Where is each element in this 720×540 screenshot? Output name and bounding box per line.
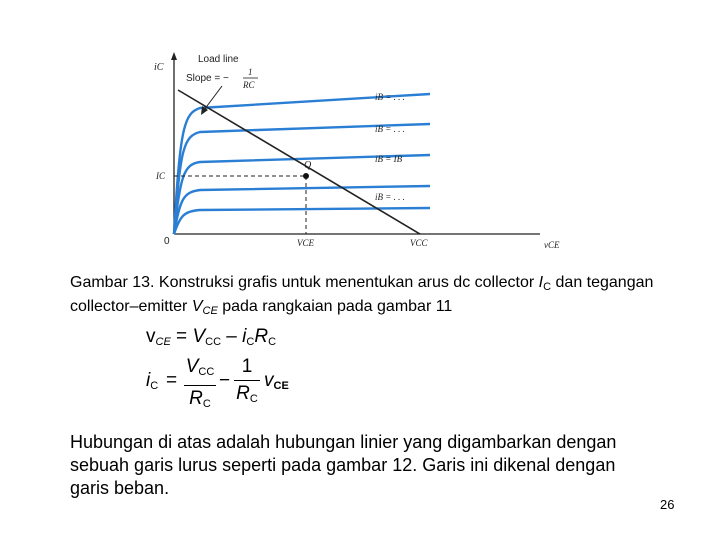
vcc-value-label: VCC (410, 238, 428, 248)
curve-label-1: iB = . . . (375, 92, 405, 102)
caption-vce-var: V (191, 298, 203, 315)
slope-numerator: 1 (248, 67, 253, 77)
f2-lhs-wrap (146, 370, 158, 392)
curve-label-3: iB = IB (375, 154, 403, 164)
f2-frac2-den: R (236, 383, 250, 404)
f2-frac2-den-sub: C (249, 393, 258, 405)
f1-v: v (146, 326, 156, 347)
f1-eq: = (170, 326, 193, 347)
f1-R-sub: C (268, 336, 277, 348)
f2-var-sub: CE (273, 380, 289, 392)
figure-caption (70, 273, 670, 321)
f2-lhs: i (146, 370, 151, 391)
f2-var: v (264, 370, 274, 391)
ic-value-label: IC (156, 171, 165, 181)
q-point (303, 173, 309, 179)
f2-frac1-num: V (185, 356, 199, 377)
vce-value-label: VCE (297, 238, 314, 248)
caption-suffix: pada rangkaian pada gambar 11 (217, 298, 453, 315)
f1-R: R (254, 326, 269, 347)
f1-minus: – (221, 326, 243, 347)
f2-frac1 (184, 356, 216, 415)
f2-eq: = (166, 370, 178, 391)
f2-var-wrap (264, 370, 289, 392)
f2-frac2-num: 1 (241, 356, 253, 377)
f2-frac1-num-sub: CC (198, 366, 215, 378)
caption-vce-sub: CE (202, 305, 218, 317)
origin-label: 0 (164, 236, 170, 247)
curve-label-2: iB = . . . (375, 124, 405, 134)
caption-ic-var: I (538, 274, 544, 291)
load-line-diagram (150, 48, 590, 253)
caption-middle: dan tegangan collector–emitter (70, 274, 654, 315)
q-label: Q (304, 160, 312, 171)
f2-lhs-sub: C (150, 380, 159, 392)
f2-frac1-den-sub: C (202, 398, 211, 410)
f1-V-sub: CC (205, 336, 222, 348)
x-axis-label: vCE (544, 240, 560, 250)
f2-frac1-den: R (189, 388, 203, 409)
body-paragraph: Hubungan di atas adalah hubungan linier yang digambarkan dengan sebuah garis lurus seperti pada gambar 12. Garis ini dikenal dengan garis beban. (70, 432, 617, 498)
slope-label: Slope = − (186, 73, 229, 84)
formula-vce (146, 326, 276, 348)
f1-i: i (242, 326, 247, 347)
y-axis-arrow (171, 52, 177, 60)
caption-ic-sub: C (543, 281, 552, 293)
f2-minus: − (219, 370, 231, 391)
f1-v-sub: CE (155, 336, 171, 348)
load-line-label: Load line (198, 54, 239, 65)
f1-i-sub: C (246, 336, 255, 348)
formula-ic (146, 356, 326, 412)
y-axis-label: iC (154, 62, 164, 73)
caption-prefix: Gambar 13. Konstruksi grafis untuk menentukan arus dc collector (70, 274, 539, 291)
curve-label-4: iB = . . . (375, 192, 405, 202)
characteristic-curve-5 (174, 208, 430, 234)
f2-frac2 (234, 356, 260, 410)
page-number: 26 (660, 497, 675, 512)
slope-denominator: RC (243, 80, 255, 90)
f1-V: V (192, 326, 206, 347)
